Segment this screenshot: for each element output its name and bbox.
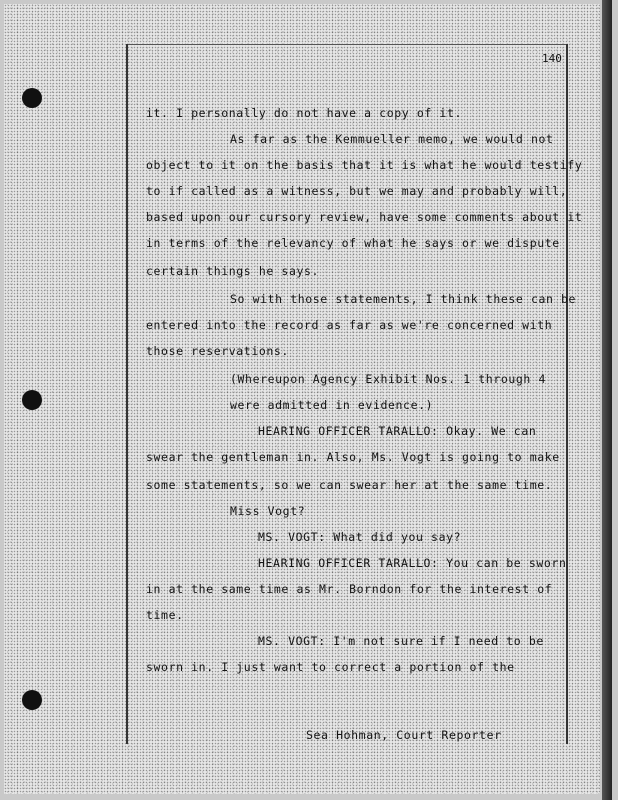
transcript-line: swear the gentleman in. Also, Ms. Vogt is going to make xyxy=(146,450,560,464)
page-border-right xyxy=(566,44,568,744)
transcript-line: certain things he says. xyxy=(146,264,320,278)
transcript-line: object to it on the basis that it is what he would testify xyxy=(146,158,583,172)
transcript-line: to if called as a witness, but we may and probably will, xyxy=(146,184,568,198)
transcript-line: Miss Vogt? xyxy=(230,504,306,518)
transcript-line: HEARING OFFICER TARALLO: You can be sworn xyxy=(258,556,567,570)
transcript-line: were admitted in evidence.) xyxy=(230,398,434,412)
transcript-line: some statements, so we can swear her at the same time. xyxy=(146,478,553,492)
transcript-line: As far as the Kemmueller memo, we would not xyxy=(230,132,554,146)
transcript-line: So with those statements, I think these can be xyxy=(230,292,577,306)
court-reporter-footer: Sea Hohman, Court Reporter xyxy=(306,728,502,742)
transcript-line: entered into the record as far as we're concerned with xyxy=(146,318,553,332)
transcript-line: those reservations. xyxy=(146,344,289,358)
transcript-line: MS. VOGT: What did you say? xyxy=(258,530,462,544)
punch-hole-bottom xyxy=(22,690,42,710)
punch-hole-top xyxy=(22,88,42,108)
transcript-line: time. xyxy=(146,608,184,622)
transcript-line: based upon our cursory review, have some comments about it xyxy=(146,210,583,224)
page-border-left xyxy=(126,44,128,744)
punch-hole-middle xyxy=(22,390,42,410)
transcript-line: in terms of the relevancy of what he says or we dispute xyxy=(146,236,560,250)
transcript-line: (Whereupon Agency Exhibit Nos. 1 through 4 xyxy=(230,372,546,386)
transcript-line: it. I personally do not have a copy of it. xyxy=(146,106,462,120)
transcript-line: HEARING OFFICER TARALLO: Okay. We can xyxy=(258,424,537,438)
page-border-top xyxy=(126,44,568,45)
transcript-line: sworn in. I just want to correct a portion of the xyxy=(146,660,515,674)
transcript-line: MS. VOGT: I'm not sure if I need to be xyxy=(258,634,544,648)
transcript-line: in at the same time as Mr. Borndon for the interest of xyxy=(146,582,553,596)
page-edge-shadow xyxy=(602,0,612,800)
page-number: 140 xyxy=(542,52,562,65)
